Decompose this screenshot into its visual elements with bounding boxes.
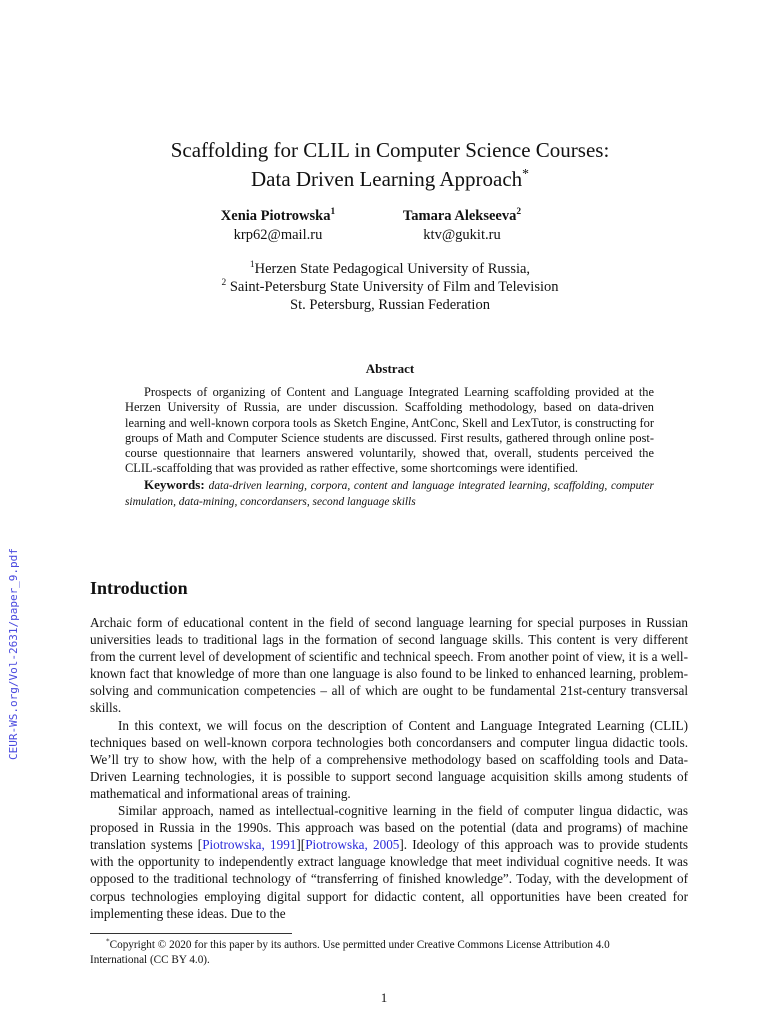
affiliations bbox=[80, 260, 700, 314]
abstract-heading: Abstract bbox=[365, 361, 415, 376]
title-line-2: Data Driven Learning Approach* bbox=[251, 166, 529, 191]
introduction-body bbox=[90, 614, 688, 922]
author-2 bbox=[362, 207, 562, 245]
author-2-name: Tamara Alekseeva bbox=[402, 208, 517, 224]
copyright-footnote: *Copyright © 2020 for this paper by its authors. Use permitted under Creative Commons License Attribution 4.0 International (CC BY 4.0). bbox=[90, 937, 610, 966]
affiliation-2: $^2$ Saint-Petersburg State University of Film and Television bbox=[221, 278, 559, 295]
intro-paragraph-3: Similar approach, named as intellectual-cognitive learning in the field of computer lingua didactic, was proposed in Russia in the 1990s. This approach was based on the potential (data and programs) of machine translation systems [Piotrowska, 1991][Piotrowska, 2005]. Ideology of this approach was to provide students with the opportunity to independently extract language knowledge that meet individual cognitive needs. It was opposed to the traditional technology of “transferring of finished knowledge”. Today, with the development of corpus technologies employing digital support for didactic content, all opportunities have been created for implementing these ideas. Due to the bbox=[90, 803, 689, 921]
author-2-email: ktv@gukit.ru bbox=[423, 227, 501, 243]
title-line-1: Scaffolding for CLIL in Computer Science Courses: bbox=[170, 138, 610, 162]
paper-title bbox=[80, 136, 700, 194]
intro-paragraph-2: In this context, we will focus on the description of Content and Language Integrated Learning (CLIL) techniques based on well-known corpora technologies both concordansers and computer lingua didactic tools. We’ll try to show how, with the help of a comprehensive methodology based on scaffolding tools and Data-Driven Learning technologies, it is possible to support second language acquisition skills among students of mathematical and informational areas of training. bbox=[90, 717, 688, 801]
page-number: 1 bbox=[380, 990, 388, 1005]
title-footnote-marker: * bbox=[522, 166, 529, 181]
citation-link-piotrowska-2005[interactable]: Piotrowska, 2005 bbox=[305, 837, 400, 853]
author-1-email: krp62@mail.ru bbox=[233, 227, 323, 243]
section-heading-introduction: Introduction bbox=[90, 578, 188, 598]
citation-link-piotrowska-1991[interactable]: Piotrowska, 1991 bbox=[202, 837, 297, 853]
affiliation-3: St. Petersburg, Russian Federation bbox=[290, 297, 490, 313]
author-1-affil-marker: 1 bbox=[330, 207, 336, 218]
author-1 bbox=[178, 207, 378, 245]
affiliation-1: $^1$Herzen State Pedagogical University of Russia, bbox=[249, 260, 531, 277]
author-1-name: Xenia Piotrowska bbox=[220, 208, 331, 224]
keywords-label: Keywords: bbox=[144, 476, 205, 492]
intro-paragraph-1: Archaic form of educational content in the field of second language learning for special purposes in Russian universities leads to traditional lags in the formation of second language skills. This content is very different from the current level of development of scientific and technical speech. From another point of view, it is a well-known fact that knowledge of more than one language is also found to be linked to enhanced learning, problem-solving and communication competencies – all of which are ought to be fundamental 21st-century transversal skills. bbox=[90, 615, 688, 716]
footnote-rule bbox=[90, 933, 292, 934]
author-2-affil-marker: 2 bbox=[516, 207, 522, 218]
keywords bbox=[125, 477, 654, 511]
abstract bbox=[125, 385, 654, 510]
arxiv-style-watermark: CEUR-WS.org/Vol-2631/paper_9.pdf bbox=[7, 548, 20, 760]
keywords-text: data-driven learning, corpora, content and language integrated learning, scaffolding, computer simulation, data-mining, concordansers, second language skills bbox=[125, 479, 654, 509]
abstract-text: Prospects of organizing of Content and Language Integrated Learning scaffolding provided at the Herzen University of Russia, are under discussion. Scaffolding methodology, based on data-driven learning and well-known corpora tools as Sketch Engine, AntConc, Skell and LexTutor, is constructing for groups of Math and Computer Science students are discussed. First results, gathered through online post-course questionnaire that learners answered voluntarily, showed that, overall, students perceived the CLIL-scaffolding that was provided as rather effective, some shortcomings were identified. bbox=[125, 385, 654, 476]
